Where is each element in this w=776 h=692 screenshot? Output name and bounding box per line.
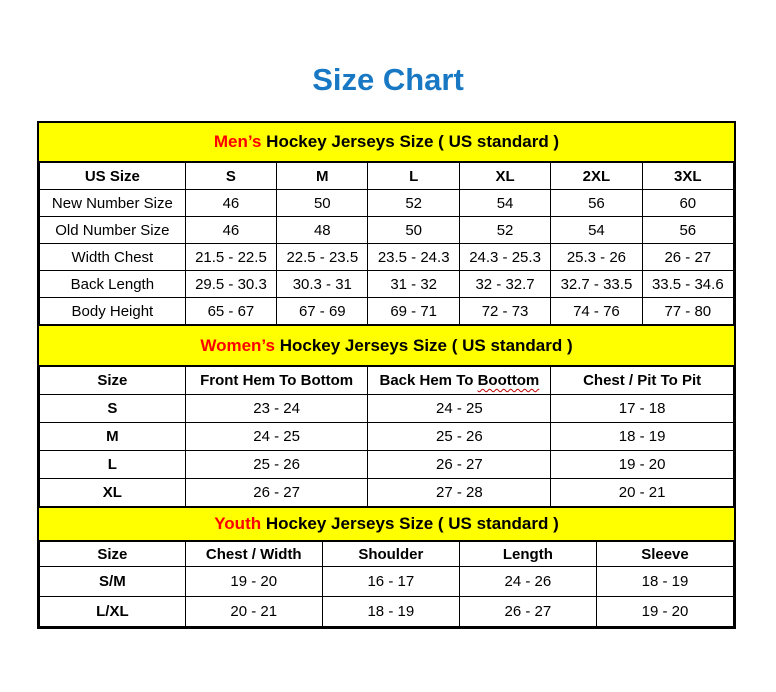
- size-value-cell: 20 - 21: [551, 479, 734, 507]
- misspelled-word: Boottom: [477, 372, 540, 389]
- row-label: Back Length: [40, 271, 186, 298]
- header-row: [40, 542, 734, 567]
- size-value-cell: 25 - 26: [185, 451, 368, 479]
- mens-section-banner: [39, 123, 734, 162]
- size-value-cell: 67 - 69: [277, 298, 368, 325]
- row-label: M: [40, 423, 186, 451]
- womens-banner-text: Hockey Jerseys Size ( US standard ): [274, 335, 573, 355]
- size-value-cell: 60: [642, 190, 733, 217]
- table-row: [40, 423, 734, 451]
- row-label: Body Height: [40, 298, 186, 325]
- column-header: XL: [459, 163, 550, 190]
- size-value-cell: 54: [551, 217, 642, 244]
- table-row: [40, 597, 734, 627]
- size-value-cell: 17 - 18: [551, 395, 734, 423]
- size-value-cell: 77 - 80: [642, 298, 733, 325]
- header-row: [40, 163, 734, 190]
- row-label: New Number Size: [40, 190, 186, 217]
- row-label: S: [40, 395, 186, 423]
- youth-banner-text: Hockey Jerseys Size ( US standard ): [261, 514, 559, 533]
- table-row: [40, 298, 734, 325]
- column-header: 2XL: [551, 163, 642, 190]
- size-value-cell: 32 - 32.7: [459, 271, 550, 298]
- size-value-cell: 23.5 - 24.3: [368, 244, 459, 271]
- size-value-cell: 29.5 - 30.3: [185, 271, 276, 298]
- size-value-cell: 18 - 19: [596, 567, 733, 597]
- size-value-cell: 69 - 71: [368, 298, 459, 325]
- table-row: [40, 395, 734, 423]
- womens-section: [39, 325, 734, 507]
- youth-section: [39, 507, 734, 627]
- size-value-cell: 26 - 27: [459, 597, 596, 627]
- mens-banner-text: Hockey Jerseys Size ( US standard ): [261, 132, 560, 151]
- mens-banner-highlight: Men’s: [213, 132, 262, 151]
- column-header: Chest / Width: [185, 542, 322, 567]
- row-label: Old Number Size: [40, 217, 186, 244]
- table-row: [40, 271, 734, 298]
- size-value-cell: 26 - 27: [368, 451, 551, 479]
- size-value-cell: 21.5 - 22.5: [185, 244, 276, 271]
- row-label: XL: [40, 479, 186, 507]
- header-row: [40, 367, 734, 395]
- column-header: Front Hem To Bottom: [185, 367, 368, 395]
- womens-banner-highlight: Women’s: [200, 335, 275, 355]
- size-value-cell: 24 - 26: [459, 567, 596, 597]
- size-value-cell: 72 - 73: [459, 298, 550, 325]
- table-row: [40, 479, 734, 507]
- size-value-cell: 52: [368, 190, 459, 217]
- size-value-cell: 19 - 20: [551, 451, 734, 479]
- size-value-cell: 50: [277, 190, 368, 217]
- size-value-cell: 52: [459, 217, 550, 244]
- size-value-cell: 20 - 21: [185, 597, 322, 627]
- size-value-cell: 30.3 - 31: [277, 271, 368, 298]
- row-label: Width Chest: [40, 244, 186, 271]
- row-label: S/M: [40, 567, 186, 597]
- size-value-cell: 54: [459, 190, 550, 217]
- column-header: Chest / Pit To Pit: [551, 367, 734, 395]
- size-value-cell: 24 - 25: [368, 395, 551, 423]
- size-value-cell: 26 - 27: [185, 479, 368, 507]
- column-header: M: [277, 163, 368, 190]
- size-value-cell: 22.5 - 23.5: [277, 244, 368, 271]
- size-value-cell: 18 - 19: [551, 423, 734, 451]
- table-row: [40, 217, 734, 244]
- table-row: [40, 451, 734, 479]
- youth-banner-highlight: Youth: [214, 514, 262, 533]
- womens-section-banner: [39, 325, 734, 366]
- column-header: 3XL: [642, 163, 733, 190]
- column-header: S: [185, 163, 276, 190]
- row-label: L: [40, 451, 186, 479]
- column-header: Length: [459, 542, 596, 567]
- column-header: Size: [40, 367, 186, 395]
- size-value-cell: 74 - 76: [551, 298, 642, 325]
- column-header: Size: [40, 542, 186, 567]
- size-value-cell: 56: [642, 217, 733, 244]
- youth-section-banner: [39, 507, 734, 541]
- size-value-cell: 27 - 28: [368, 479, 551, 507]
- size-value-cell: 56: [551, 190, 642, 217]
- size-value-cell: 18 - 19: [322, 597, 459, 627]
- size-value-cell: 19 - 20: [596, 597, 733, 627]
- womens-size-table: [39, 366, 734, 507]
- column-header: Back Hem To Boottom: [368, 367, 551, 395]
- size-value-cell: 65 - 67: [185, 298, 276, 325]
- size-value-cell: 25 - 26: [368, 423, 551, 451]
- size-value-cell: 33.5 - 34.6: [642, 271, 733, 298]
- mens-section: [39, 123, 734, 325]
- column-header: L: [368, 163, 459, 190]
- size-value-cell: 24.3 - 25.3: [459, 244, 550, 271]
- page-title: Size Chart: [312, 62, 464, 97]
- mens-size-table: [39, 162, 734, 325]
- size-value-cell: 16 - 17: [322, 567, 459, 597]
- size-chart-container: [37, 121, 736, 629]
- column-header: US Size: [40, 163, 186, 190]
- size-value-cell: 50: [368, 217, 459, 244]
- size-value-cell: 25.3 - 26: [551, 244, 642, 271]
- table-row: [40, 567, 734, 597]
- size-value-cell: 46: [185, 217, 276, 244]
- size-value-cell: 31 - 32: [368, 271, 459, 298]
- size-value-cell: 24 - 25: [185, 423, 368, 451]
- size-value-cell: 32.7 - 33.5: [551, 271, 642, 298]
- size-value-cell: 23 - 24: [185, 395, 368, 423]
- table-row: [40, 244, 734, 271]
- youth-size-table: [39, 541, 734, 627]
- size-value-cell: 26 - 27: [642, 244, 733, 271]
- size-value-cell: 46: [185, 190, 276, 217]
- column-header: Shoulder: [322, 542, 459, 567]
- size-value-cell: 19 - 20: [185, 567, 322, 597]
- column-header: Sleeve: [596, 542, 733, 567]
- table-row: [40, 190, 734, 217]
- row-label: L/XL: [40, 597, 186, 627]
- size-value-cell: 48: [277, 217, 368, 244]
